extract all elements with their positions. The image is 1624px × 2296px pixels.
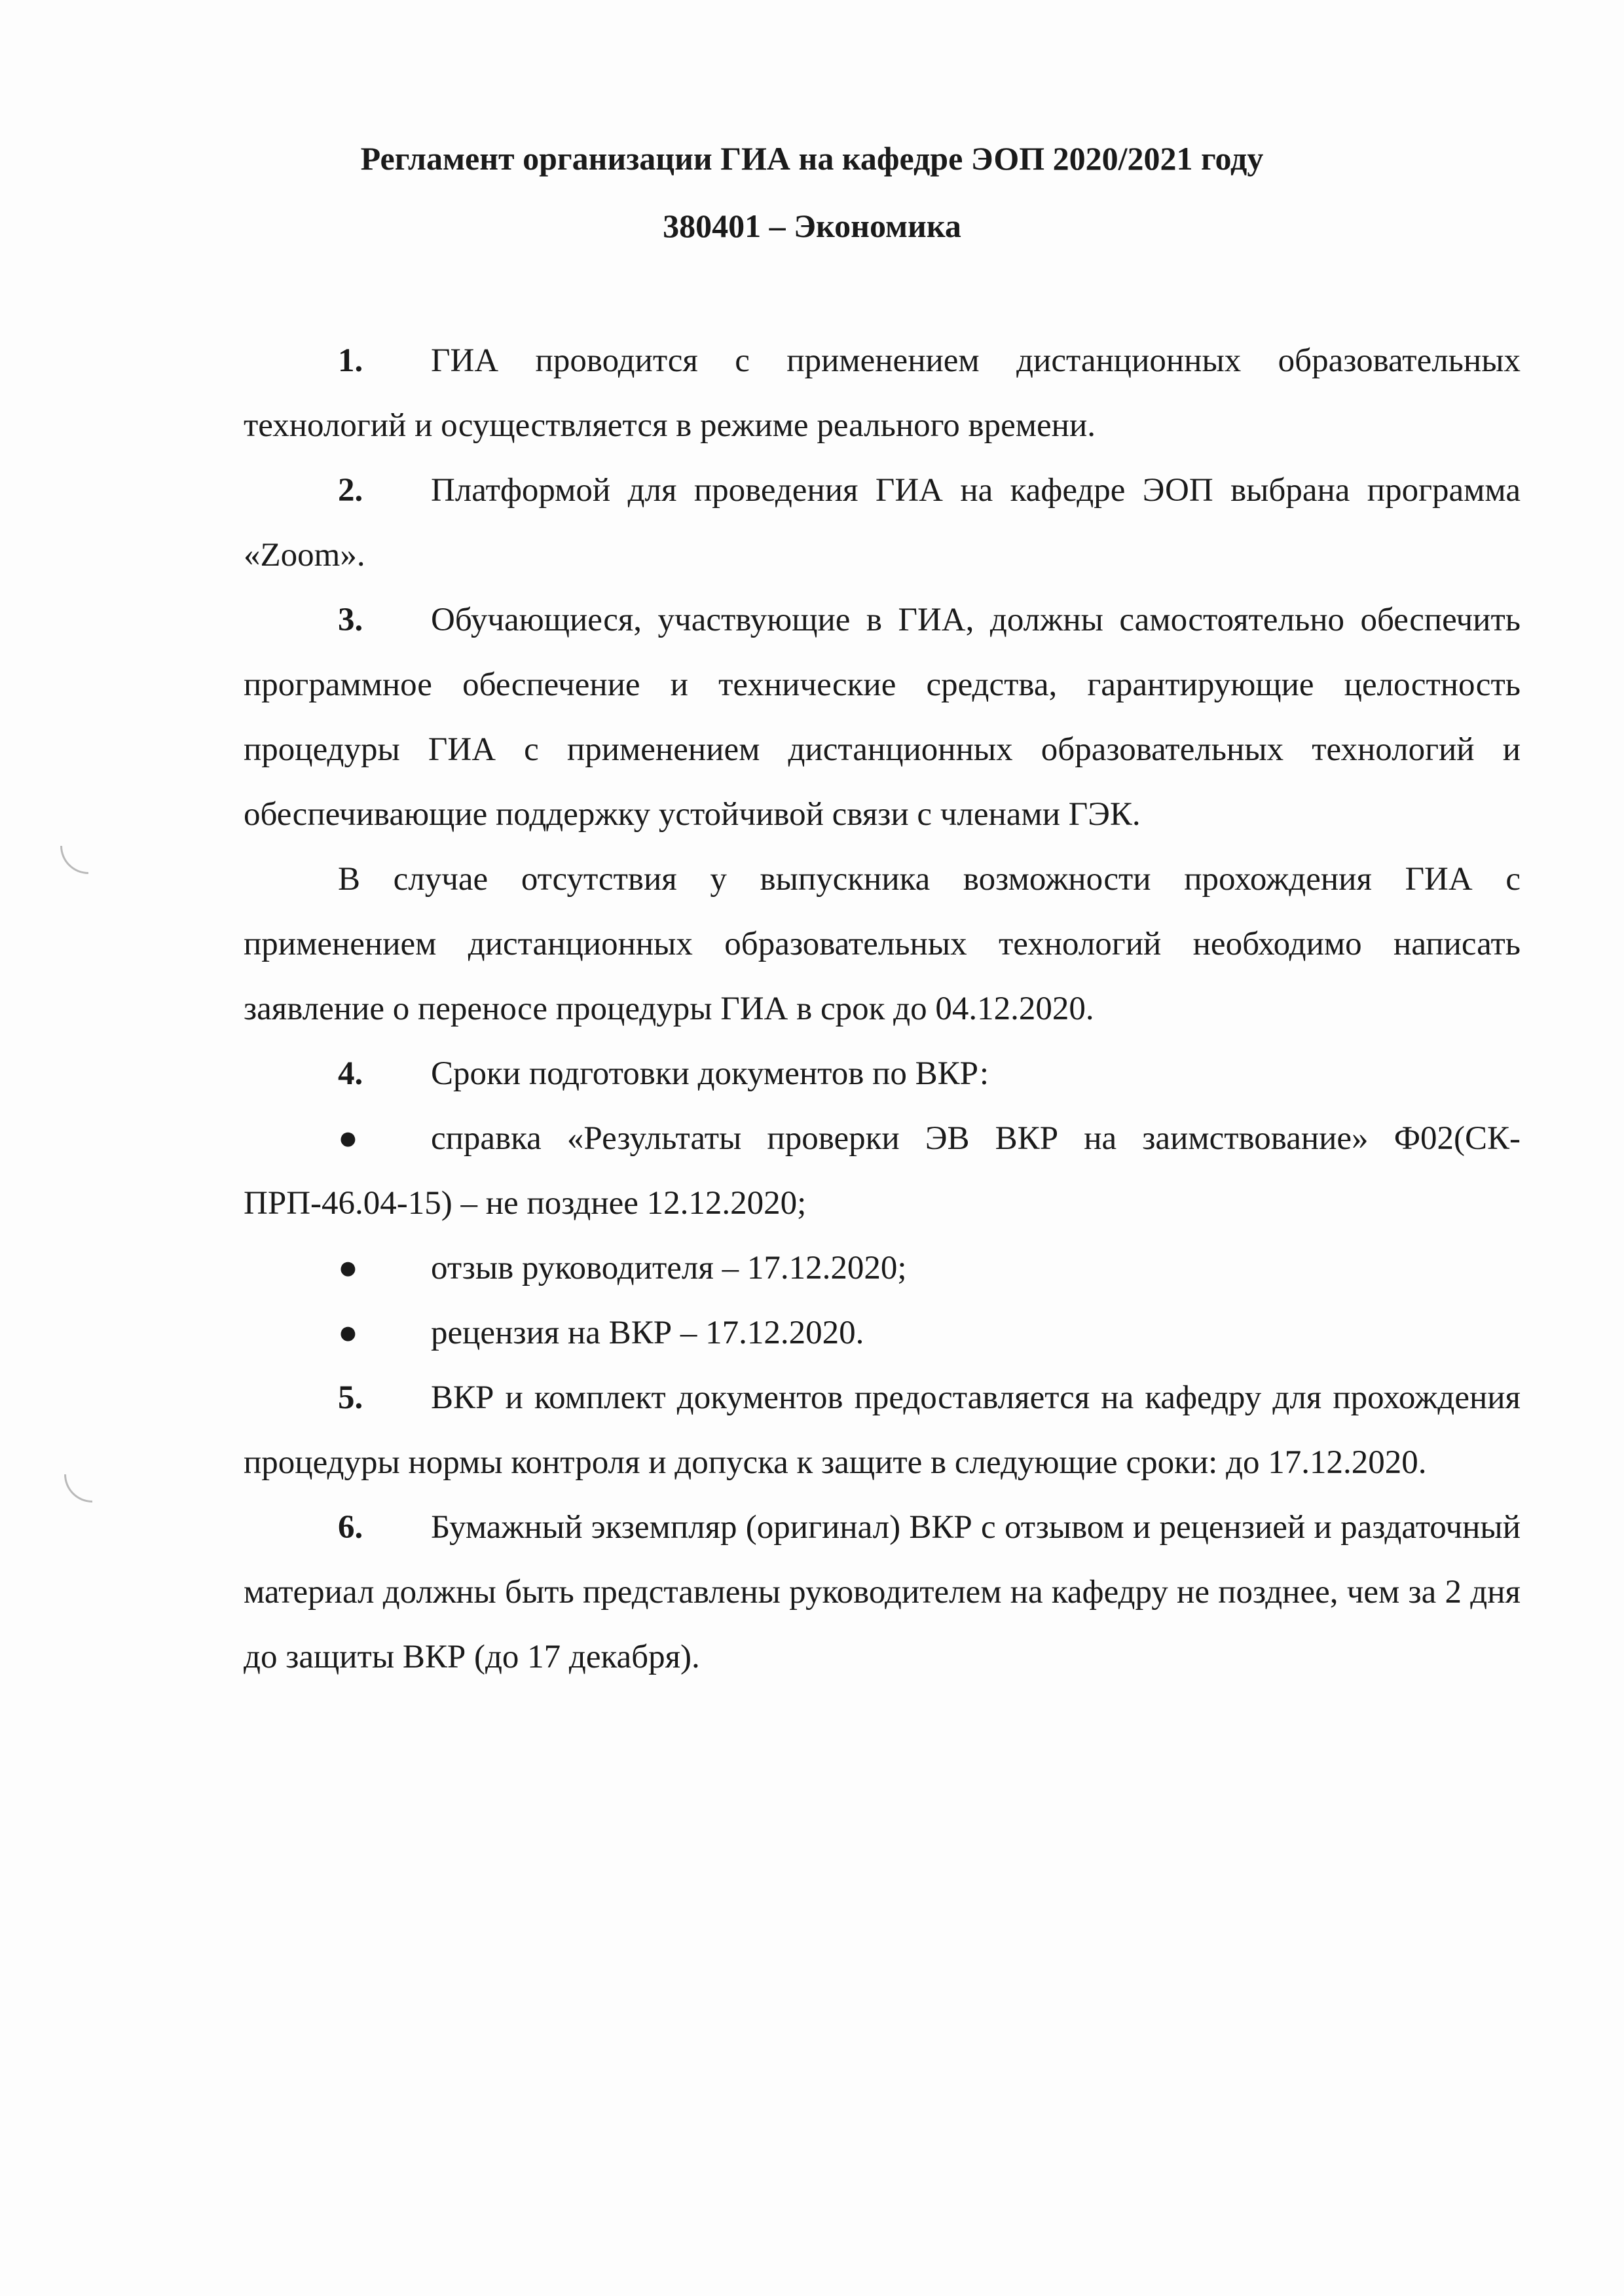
list-item-6 [244,1495,1521,1690]
scan-artifact [60,846,88,874]
list-item-1 [244,329,1521,458]
bullet-icon: ● [338,1120,358,1157]
item-text: В случае отсутствия у выпускника возможности прохождения ГИА с применением дистанционных образовательных технологий необходимо написать заявление о переносе процедуры ГИА в срок до 04.12.2020. [244,861,1521,1027]
list-item-4 [244,1042,1521,1106]
bullet-item-1 [244,1106,1521,1236]
bullet-icon: ● [338,1315,358,1351]
item-text: справка «Результаты проверки ЭВ ВКР на заимствование» Ф02(СК-ПРП-46.04-15) – не позднее 12.12.2020; [244,1120,1521,1222]
list-item-3 [244,588,1521,847]
item-text: Платформой для проведения ГИА на кафедре ЭОП выбрана программа «Zoom». [244,472,1521,574]
list-item-2 [244,458,1521,588]
bullet-icon: ● [338,1250,358,1286]
item-number: 5. [338,1379,363,1416]
item-number: 3. [338,602,363,638]
scan-artifact [64,1474,92,1503]
document-body [244,329,1521,1690]
item-number: 1. [338,342,363,379]
paragraph-transfer-note [244,847,1521,1042]
document-title: Регламент организации ГИА на кафедре ЭОП 2020/2021 году [360,140,1264,177]
item-text: ВКР и комплект документов предоставляется на кафедру для прохождения процедуры нормы контроля и допуска к защите в следующие сроки: до 17.12.2020. [244,1379,1521,1481]
list-item-5 [244,1366,1521,1495]
item-number: 6. [338,1509,363,1546]
document-subtitle: 380401 – Экономика [663,208,961,244]
item-text: Обучающиеся, участвующие в ГИА, должны самостоятельно обеспечить программное обеспечение и технические средства, гарантирующие целостность процедуры ГИА с применением дистанционных образовательных технологий и обеспечивающие поддержку устойчивой связи с членами ГЭК. [244,602,1521,833]
item-text: ГИА проводится с применением дистанционных образовательных технологий и осуществляется в режиме реального времени. [244,342,1521,444]
bullet-item-2 [244,1236,1521,1301]
item-text: отзыв руководителя – 17.12.2020; [431,1250,907,1286]
item-text: Бумажный экземпляр (оригинал) ВКР с отзывом и рецензией и раздаточный материал должны быть представлены руководителем на кафедру не позднее, чем за 2 дня до защиты ВКР (до 17 декабря). [244,1509,1521,1675]
item-number: 4. [338,1055,363,1092]
item-text: Сроки подготовки документов по ВКР: [431,1055,989,1092]
bullet-item-3 [244,1301,1521,1366]
item-text: рецензия на ВКР – 17.12.2020. [431,1315,864,1351]
item-number: 2. [338,472,363,509]
